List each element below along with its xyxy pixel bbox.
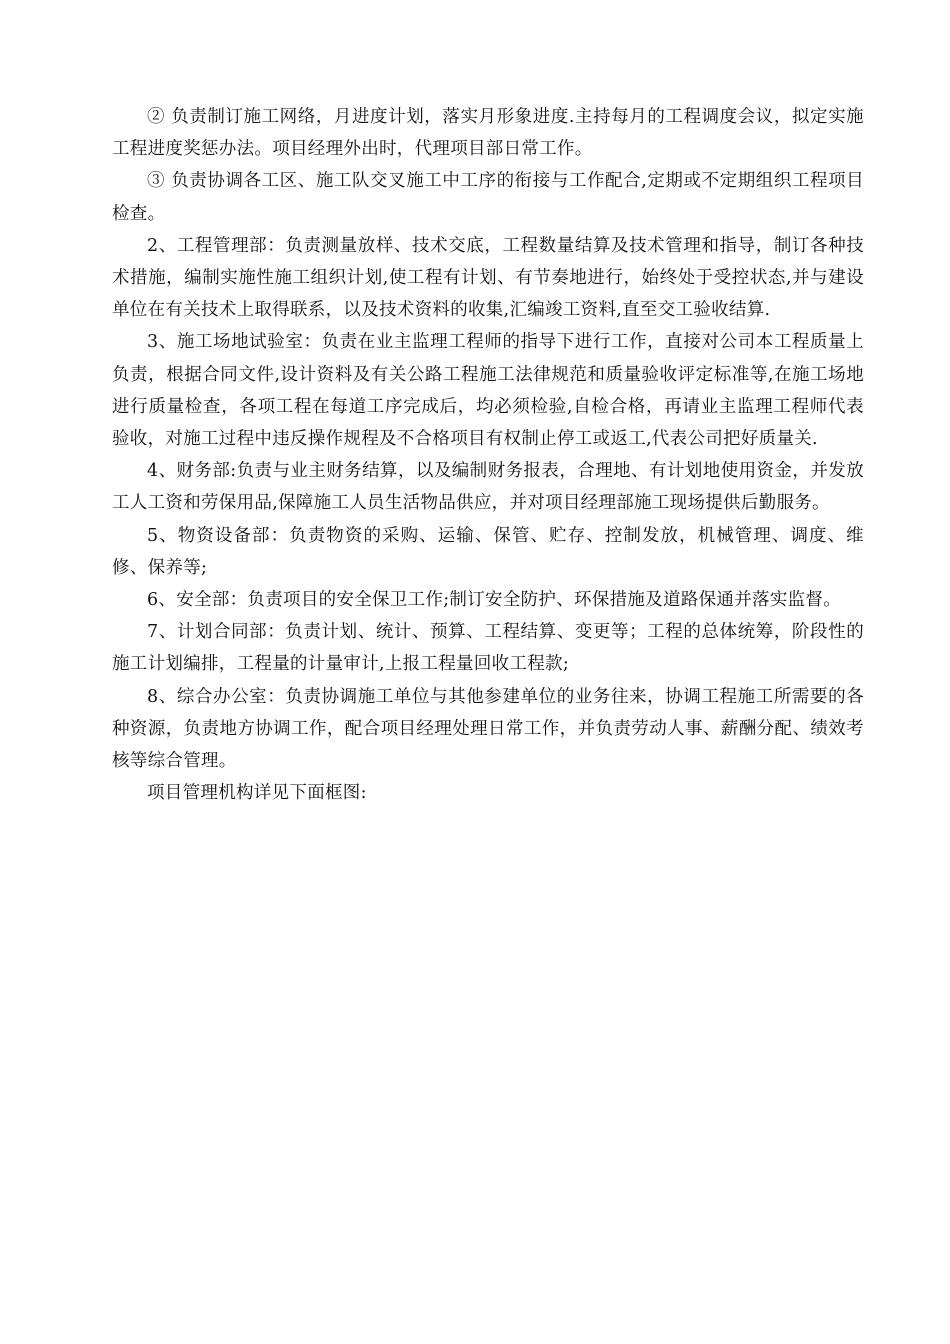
document-body	[112, 101, 864, 809]
paragraph-finance-dept: 4、财务部:负责与业主财务结算，以及编制财务报表，合理地、有计划地使用资金，并发放工人工资和劳保用品,保障施工人员生活物品供应，并对项目经理部施工现场提供后勤服务。	[112, 461, 864, 514]
paragraph-org-chart-note: 项目管理机构详见下面框图:	[147, 783, 367, 804]
paragraph-general-office: 8、综合办公室：负责协调施工单位与其他参建单位的业务往来，协调工程施工所需要的各种资源，负责地方协调工作，配合项目经理处理日常工作，并负责劳动人事、薪酬分配、绩效考核等综合管理。	[112, 686, 864, 772]
paragraph-test-lab: 3、施工场地试验室：负责在业主监理工程师的指导下进行工作，直接对公司本工程质量上负责，根据合同文件,设计资料及有关公路工程施工法律规范和质量验收评定标准等,在施工场地进行质量检查，各项工程在每道工序完成后，均必须检验,自检合格，再请业主监理工程师代表验收，对施工过程中违反操作规程及不合格项目有权制止停工或返工,代表公司把好质量关.	[112, 332, 864, 450]
paragraph-materials-dept: 5、物资设备部：负责物资的采购、运输、保管、贮存、控制发放，机械管理、调度、维修、保养等;	[112, 525, 864, 578]
paragraph-planning-contract-dept: 7、计划合同部：负责计划、统计、预算、工程结算、变更等；工程的总体统筹，阶段性的施工计划编排，工程量的计量审计,上报工程量回收工程款;	[112, 622, 864, 675]
paragraph-duty-schedule: ② 负责制订施工网络，月进度计划，落实月形象进度.主持每月的工程调度会议，拟定实施工程进度奖惩办法。项目经理外出时，代理项目部日常工作。	[112, 107, 864, 160]
paragraph-duty-coordination: ③ 负责协调各工区、施工队交叉施工中工序的衔接与工作配合,定期或不定期组织工程项目检查。	[112, 171, 864, 224]
paragraph-safety-dept: 6、安全部：负责项目的安全保卫工作;制订安全防护、环保措施及道路保通并落实监督。	[147, 590, 842, 611]
paragraph-engineering-dept: 2、工程管理部：负责测量放样、技术交底，工程数量结算及技术管理和指导，制订各种技术措施，编制实施性施工组织计划,使工程有计划、有节奏地进行，始终处于受控状态,并与建设单位在有关技术上取得联系，以及技术资料的收集,汇编竣工资料,直至交工验收结算.	[112, 235, 864, 321]
